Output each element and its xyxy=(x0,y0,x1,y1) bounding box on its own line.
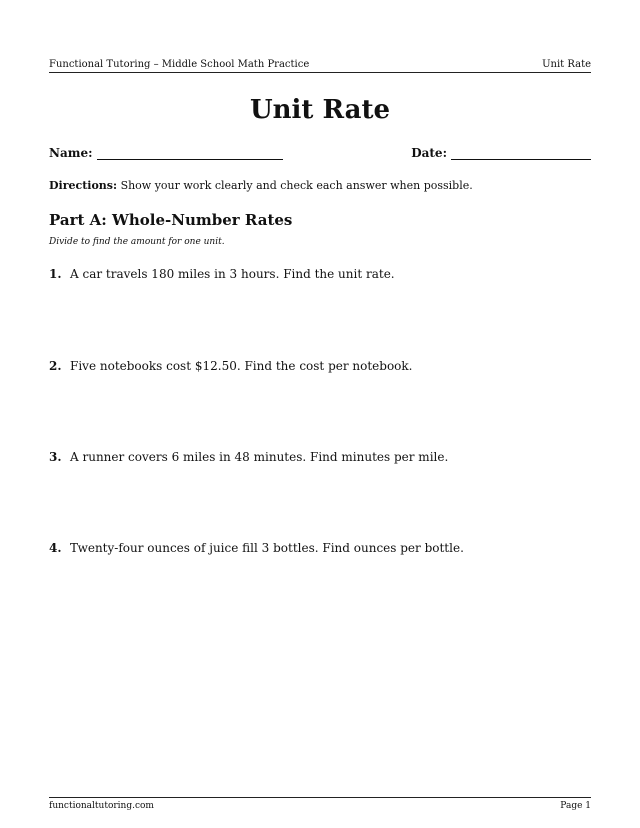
date-field[interactable] xyxy=(411,146,591,160)
page-header xyxy=(49,58,591,73)
problem-item xyxy=(49,358,413,374)
name-date-row xyxy=(49,146,591,164)
page-footer xyxy=(49,797,591,812)
problem-number: 1. xyxy=(49,267,62,281)
name-blank-line[interactable] xyxy=(97,147,283,160)
date-blank-line[interactable] xyxy=(451,147,591,160)
directions xyxy=(49,179,473,193)
problem-number: 3. xyxy=(49,450,62,464)
page-title: Unit Rate xyxy=(249,95,391,125)
name-label: Name: xyxy=(49,146,93,160)
problem-number: 4. xyxy=(49,541,62,555)
directions-text: Show your work clearly and check each answer when possible. xyxy=(120,179,473,192)
problem-item xyxy=(49,540,464,556)
problem-text: Five notebooks cost $12.50. Find the cost per notebook. xyxy=(70,359,413,373)
section-title: Part A: Whole-Number Rates xyxy=(49,211,293,229)
problem-text: A runner covers 6 miles in 48 minutes. Find minutes per mile. xyxy=(70,450,449,464)
section-subtitle: Divide to find the amount for one unit. xyxy=(49,237,225,247)
problem-item xyxy=(49,449,448,465)
problem-text: Twenty-four ounces of juice fill 3 bottles. Find ounces per bottle. xyxy=(70,541,464,555)
footer-site-link[interactable]: functionaltutoring.com xyxy=(49,801,154,811)
header-left-text: Functional Tutoring – Middle School Math Practice xyxy=(49,59,310,70)
date-label: Date: xyxy=(411,146,447,160)
header-right-text: Unit Rate xyxy=(542,59,591,70)
problem-number: 2. xyxy=(49,359,62,373)
problem-text: A car travels 180 miles in 3 hours. Find the unit rate. xyxy=(70,267,395,281)
name-field[interactable] xyxy=(49,146,283,160)
problem-item xyxy=(49,266,395,282)
directions-label: Directions: xyxy=(49,179,118,192)
footer-page-number: Page 1 xyxy=(560,801,591,811)
